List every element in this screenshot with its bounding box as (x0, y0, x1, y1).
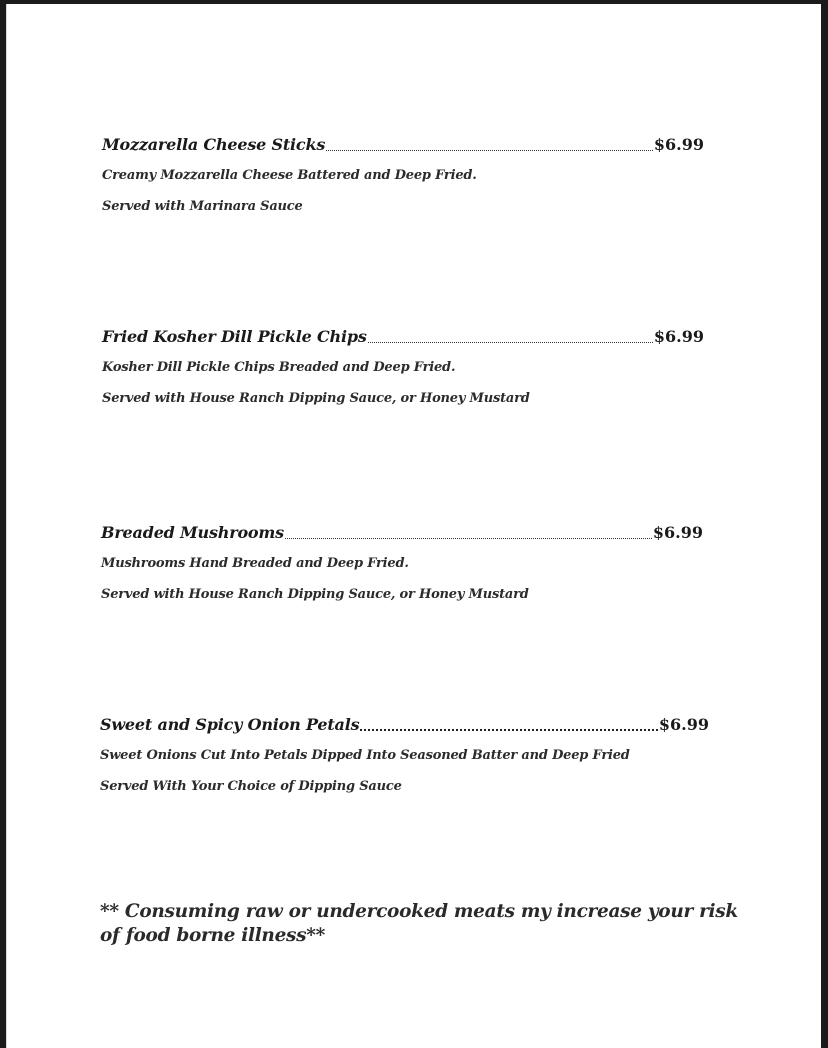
menu-item (7, 130, 821, 230)
menu-item-name: Mozzarella Cheese Sticks (102, 135, 326, 154)
menu-item-description: Creamy Mozzarella Cheese Battered and Deep Fried. (102, 168, 477, 183)
menu-item (7, 710, 821, 810)
menu-item-price: $6.99 (653, 135, 704, 154)
menu-item-title-row (102, 130, 704, 154)
menu-item-description: Served with Marinara Sauce (102, 199, 303, 214)
menu-item-title-row (102, 322, 704, 346)
menu-item-name: Sweet and Spicy Onion Petals (100, 715, 360, 734)
menu-item (7, 322, 821, 422)
food-safety-warning: ** Consuming raw or undercooked meats my increase your risk of food borne illness** (100, 901, 738, 946)
menu-item-description: Kosher Dill Pickle Chips Breaded and Deep Fried. (102, 360, 456, 375)
menu-item-description: Served with House Ranch Dipping Sauce, or Honey Mustard (102, 391, 530, 406)
menu-page (6, 4, 821, 1048)
menu-item-price: $6.99 (653, 327, 704, 346)
menu-item-description: Served With Your Choice of Dipping Sauce (100, 779, 402, 794)
menu-item-description: Mushrooms Hand Breaded and Deep Fried. (101, 556, 409, 571)
menu-item-name: Breaded Mushrooms (101, 523, 284, 542)
menu-item (7, 518, 821, 618)
dot-leader (368, 342, 653, 343)
menu-item-price: $6.99 (658, 715, 709, 734)
menu-item-price: $6.99 (652, 523, 703, 542)
menu-item-title-row (101, 518, 703, 542)
dot-leader (285, 538, 652, 539)
menu-item-title-row (100, 710, 709, 734)
dot-leader (360, 729, 658, 731)
menu-item-description: Sweet Onions Cut Into Petals Dipped Into Seasoned Batter and Deep Fried (100, 748, 630, 763)
dot-leader (326, 150, 653, 151)
menu-item-description: Served with House Ranch Dipping Sauce, or Honey Mustard (101, 587, 529, 602)
menu-item-name: Fried Kosher Dill Pickle Chips (102, 327, 367, 346)
